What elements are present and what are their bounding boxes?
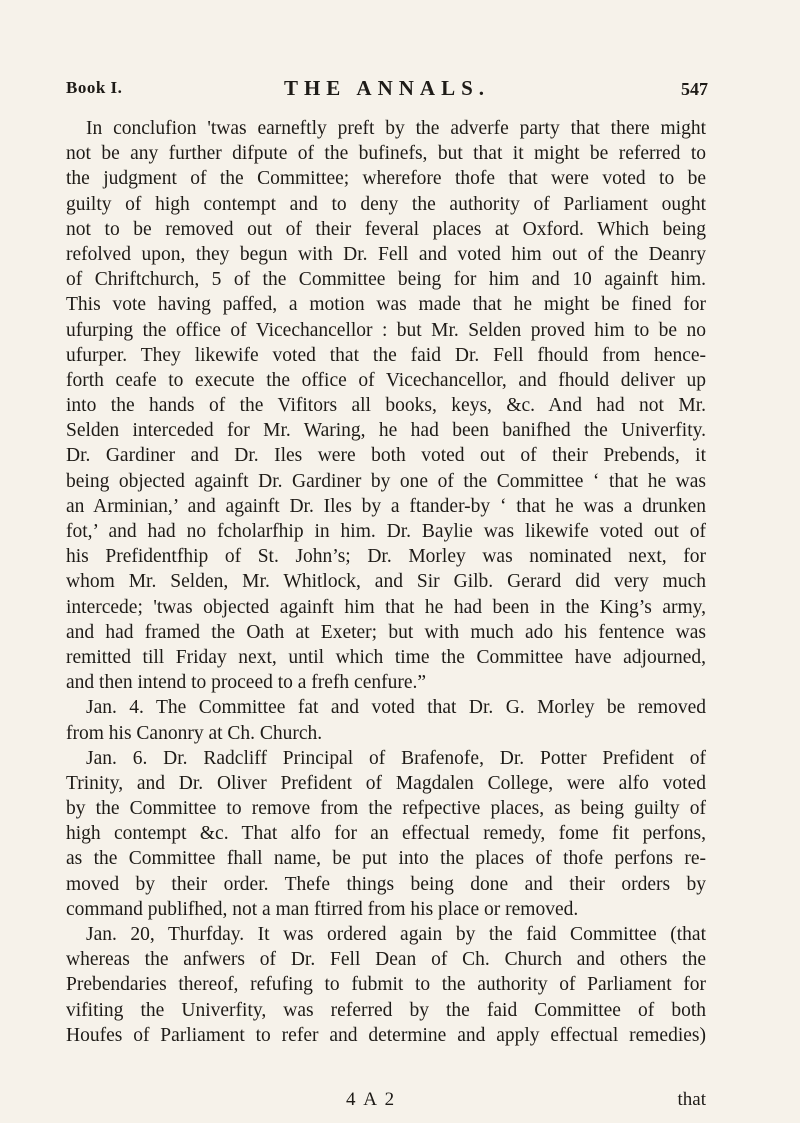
text-line: refolved upon, they begun with Dr. Fell and voted him out of the Deanry	[66, 243, 706, 265]
text-line: not be any further difpute of the bufinefs, but that it might be referred to	[66, 143, 706, 165]
text-line: being objected againft Dr. Gardiner by one of the Committee ‘ that he was	[66, 470, 706, 492]
text-line: Jan. 4. The Committee fat and voted that Dr. G. Morley be removed	[86, 697, 706, 719]
text-line: not to be removed out of their feveral places at Oxford. Which being	[66, 218, 706, 240]
text-line: high contempt &c. That alfo for an effectual remedy, fome fit perfons,	[66, 823, 706, 845]
text-line: fot,’ and had no fcholarfhip in him. Dr. Baylie was likewife voted out of	[66, 521, 706, 542]
text-line: Selden interceded for Mr. Waring, he had been banifhed the Univerfity.	[66, 420, 706, 442]
signature-mark: 4 A 2	[346, 1089, 397, 1110]
running-header	[66, 76, 708, 106]
text-line: guilty of high contempt and to deny the authority of Parliament ought	[66, 193, 706, 215]
catchword: that	[677, 1089, 706, 1110]
text-line: vifiting the Univerfity, was referred by the faid Committee of both	[66, 999, 706, 1021]
text-line: his Prefidentfhip of St. John’s; Dr. Morley was nominated next, for	[66, 546, 706, 568]
page-number: 547	[681, 79, 708, 99]
text-line: an Arminian,’ and againft Dr. Iles by a ftander-by ‘ that he was a drunken	[66, 495, 706, 517]
text-line: command publifhed, not a man ftirred from his place or removed.	[66, 898, 579, 920]
text-line: from his Canonry at Ch. Church.	[66, 722, 323, 744]
text-line: remitted till Friday next, until which time the Committee have adjourned,	[66, 646, 706, 668]
text-line: the judgment of the Committee; wherefore thofe that were voted to be	[66, 168, 706, 190]
text-line: Prebendaries thereof, refufing to fubmit to the authority of Parliament for	[66, 974, 706, 996]
text-line: and had framed the Oath at Exeter; but with much ado his fentence was	[66, 621, 706, 643]
text-line: ufurping the office of Vicechancellor : but Mr. Selden proved him to be no	[66, 319, 706, 341]
text-line: forth ceafe to execute the office of Vicechancellor, and fhould deliver up	[66, 369, 706, 391]
text-line: Houfes of Parliament to refer and determine and apply effectual remedies)	[66, 1024, 706, 1046]
text-line: This vote having paffed, a motion was made that he might be fined for	[66, 294, 706, 316]
text-line: of Chriftchurch, 5 of the Committee being for him and 10 againft him.	[66, 269, 706, 291]
text-line: intercede; 'twas objected againft him that he had been in the King’s army,	[66, 596, 706, 618]
text-line: whom Mr. Selden, Mr. Whitlock, and Sir Gilb. Gerard did very much	[66, 571, 706, 593]
text-line: into the hands of the Vifitors all books, keys, &c. And had not Mr.	[66, 395, 706, 417]
text-line: as the Committee fhall name, be put into the places of thofe perfons re-	[66, 848, 706, 870]
text-line: Jan. 20, Thurfday. It was ordered again by the faid Committee (that	[86, 924, 706, 945]
text-line: moved by their order. Thefe things being done and their orders by	[66, 873, 706, 895]
text-line: whereas the anfwers of Dr. Fell Dean of Ch. Church and others the	[66, 949, 706, 971]
body-text	[66, 116, 706, 1048]
text-line: In conclufion 'twas earneftly preft by the adverfe party that there might	[86, 118, 706, 139]
text-line: by the Committee to remove from the refpective places, as being guilty of	[66, 798, 706, 820]
book-label: Book I.	[66, 78, 123, 97]
page-footer	[66, 1089, 706, 1115]
text-line: and then intend to proceed to a frefh cenfure.”	[66, 672, 427, 694]
text-line: Jan. 6. Dr. Radcliff Principal of Brafenofe, Dr. Potter Prefident of	[86, 747, 706, 769]
text-line: Dr. Gardiner and Dr. Iles were both voted out of their Prebends, it	[66, 445, 706, 467]
text-line: ufurper. They likewife voted that the faid Dr. Fell fhould from hence-	[66, 344, 706, 366]
running-title: THE ANNALS.	[283, 76, 491, 100]
text-line: Trinity, and Dr. Oliver Prefident of Magdalen College, were alfo voted	[66, 772, 706, 794]
